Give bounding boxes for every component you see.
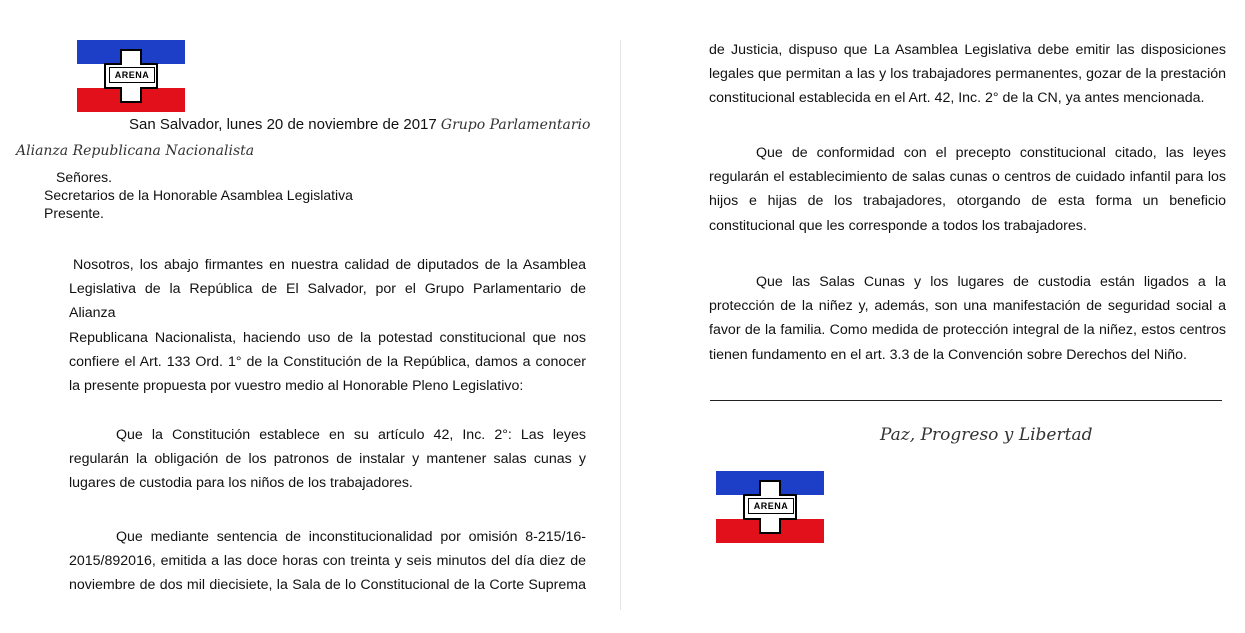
text-line: de Justicia, dispuso que La Asamblea Legislativa debe emitir las disposiciones — [709, 42, 1226, 58]
date-text: San Salvador, lunes 20 de noviembre de 2017 — [129, 116, 437, 133]
address-block — [44, 168, 353, 222]
party-line-2: Alianza Republicana Nacionalista — [16, 143, 255, 159]
text-line: Legislativa de la República de El Salvador, por el Grupo Parlamentario de — [69, 281, 586, 298]
paragraph-4 — [709, 270, 1226, 367]
text-line: 2015/892016, emitida a las doce horas con treinta y seis minutos del día diez de — [69, 553, 586, 570]
page-divider — [620, 40, 621, 610]
text-line: Que mediante sentencia de inconstitucionalidad por omisión 8-215/16- — [116, 529, 586, 545]
text-line: Republicana Nacionalista, haciendo uso de la potestad constitucional que nos — [69, 329, 586, 346]
text-line: regularán la obligación de los patronos de instalar y mantener salas cunas y — [69, 451, 586, 468]
paragraph-2-continued — [709, 38, 1226, 111]
text-line: Nosotros, los abajo firmantes en nuestra calidad de diputados de la Asamblea — [73, 257, 586, 273]
arena-logo — [77, 40, 185, 112]
address-line: Secretarios de la Honorable Asamblea Legislativa — [44, 187, 353, 203]
paragraph-2 — [69, 525, 586, 598]
text-line: la presente propuesta por vuestro medio al Honorable Pleno Legislativo: — [69, 378, 524, 395]
motto: Paz, Progreso y Libertad — [880, 425, 1093, 445]
left-page — [0, 0, 620, 633]
text-line: tienen fundamento en el art. 3.3 de la Convención sobre Derechos del Niño. — [709, 346, 1187, 363]
intro-paragraph — [69, 253, 586, 398]
text-line: Que la Constitución establece en su artículo 42, Inc. 2°: Las leyes — [116, 427, 586, 443]
logo-text: ARENA — [748, 498, 794, 514]
text-line: legales que permitan a las y los trabajadores permanentes, gozar de la prestación — [709, 66, 1226, 83]
text-line: Que de conformidad con el precepto constitucional citado, las leyes — [756, 145, 1226, 161]
text-line: Que las Salas Cunas y los lugares de custodia están ligados a la — [756, 274, 1226, 290]
text-line: noviembre de dos mil diecisiete, la Sala de lo Constitucional de la Corte Suprema — [69, 577, 586, 594]
text-line: constitucional establecida en el Art. 42, Inc. 2° de la CN, ya antes mencionada. — [709, 90, 1205, 107]
horizontal-rule — [710, 400, 1222, 401]
arena-logo-footer — [716, 471, 824, 543]
right-page — [622, 0, 1245, 633]
text-line: favor de la familia. Como medida de protección integral de la niñez, estos centros — [709, 322, 1226, 339]
text-line: constitucional que les corresponde a todos los trabajadores. — [709, 217, 1087, 234]
text-line: regularán el establecimiento de salas cunas o centros de cuidado infantil para los — [709, 169, 1226, 186]
text-line: lugares de custodia para los niños de los trabajadores. — [69, 475, 413, 492]
paragraph-1 — [69, 423, 586, 496]
paragraph-3 — [709, 141, 1226, 238]
text-line: protección de la niñez y, además, son una manifestación de seguridad social a — [709, 298, 1226, 315]
address-line: Señores. — [56, 169, 113, 185]
text-line: hijos e hijas de los trabajadores, otorgando de esta forma un beneficio — [709, 193, 1226, 210]
date-line — [129, 116, 590, 133]
party-line-1: Grupo Parlamentario — [440, 117, 591, 133]
address-line: Presente. — [44, 205, 104, 221]
text-line: Alianza — [69, 305, 116, 322]
text-line: confiere el Art. 133 Ord. 1° de la Constitución de la República, damos a conocer — [69, 353, 586, 370]
logo-text: ARENA — [109, 67, 155, 83]
